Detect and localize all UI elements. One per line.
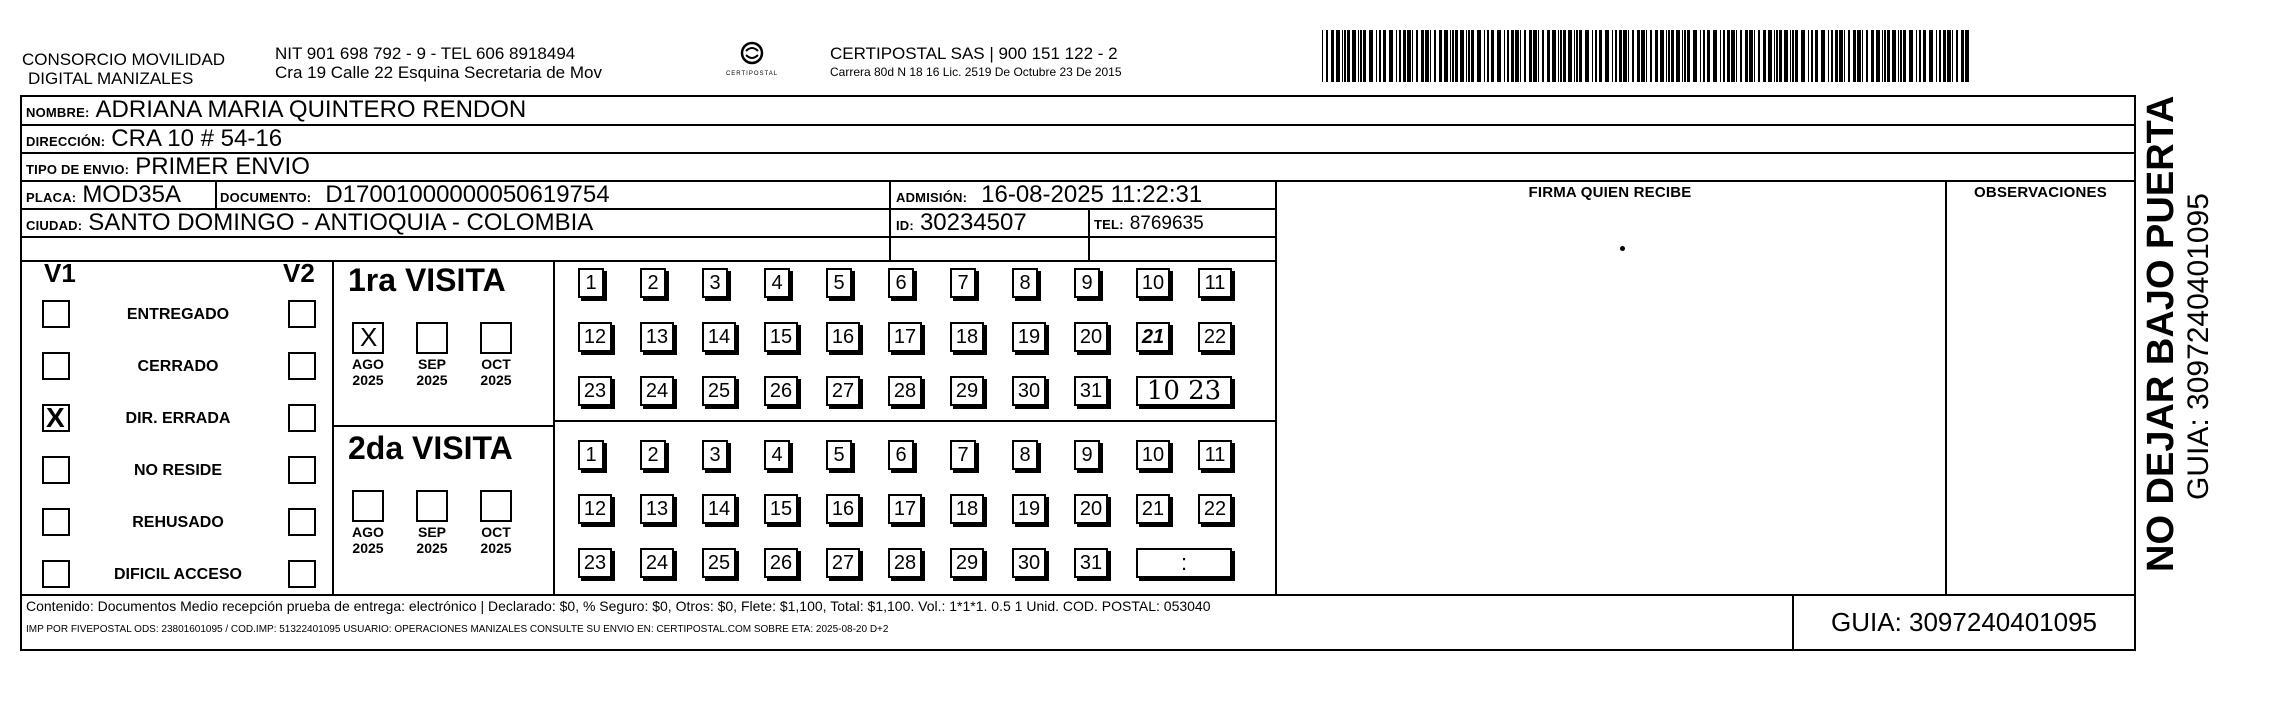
- first-visit-day-12[interactable]: 12: [578, 322, 612, 352]
- second-visit-day-4[interactable]: 4: [764, 440, 790, 470]
- first-visit-day-3[interactable]: 3: [702, 268, 728, 298]
- first-visit-day-15[interactable]: 15: [764, 322, 798, 352]
- status-label-cerrado: CERRADO: [137, 358, 219, 375]
- second-visit-month-oct[interactable]: [480, 490, 512, 522]
- city-value: SANTO DOMINGO - ANTIOQUIA - COLOMBIA: [88, 209, 594, 236]
- first-visit-day-21[interactable]: 21: [1136, 322, 1170, 352]
- v1-checkbox-cerrado[interactable]: [42, 352, 70, 380]
- month-year: 2025: [352, 540, 384, 556]
- carrier-info: [830, 44, 1122, 82]
- second-visit-day-29[interactable]: 29: [950, 548, 984, 578]
- observations-header: OBSERVACIONES: [1974, 184, 2107, 201]
- month-label: [346, 356, 390, 388]
- shipment-type-label: TIPO DE ENVIO:: [26, 162, 130, 177]
- first-visit-day-20[interactable]: 20: [1074, 322, 1108, 352]
- recipient-name: ADRIANA MARIA QUINTERO RENDON: [95, 96, 527, 123]
- company-line-2: DIGITAL MANIZALES: [28, 69, 194, 88]
- month-name: AGO: [352, 524, 384, 540]
- second-visit-day-17[interactable]: 17: [888, 494, 922, 524]
- v2-checkbox-cerrado[interactable]: [288, 352, 316, 380]
- first-visit-month-oct[interactable]: [480, 322, 512, 354]
- first-visit-day-4[interactable]: 4: [764, 268, 790, 298]
- v1-label: V1: [44, 258, 76, 288]
- second-visit-day-21[interactable]: 21: [1136, 494, 1170, 524]
- tel-label: TEL:: [1094, 217, 1124, 232]
- document-value: D17001000000050619754: [325, 181, 610, 208]
- month-label: [410, 524, 454, 556]
- tel-value: 8769635: [1129, 213, 1204, 234]
- signature-header: FIRMA QUIEN RECIBE: [1528, 184, 1692, 201]
- month-label: [474, 524, 518, 556]
- second-visit-day-23[interactable]: 23: [578, 548, 612, 578]
- plate-label: PLACA:: [26, 190, 77, 205]
- second-visit-day-28[interactable]: 28: [888, 548, 922, 578]
- nit-line-1: NIT 901 698 792 - 9 - TEL 606 8918494: [275, 44, 576, 63]
- first-visit-day-9[interactable]: 9: [1074, 268, 1100, 298]
- v1-checkbox-dir-errada[interactable]: [42, 404, 70, 432]
- first-visit-label: 1ra VISITA: [348, 262, 506, 298]
- second-visit-day-16[interactable]: 16: [826, 494, 860, 524]
- second-visit-day-26[interactable]: 26: [764, 548, 798, 578]
- document-label: DOCUMENTO:: [220, 190, 312, 205]
- first-visit-day-30[interactable]: 30: [1012, 376, 1046, 406]
- tracking-number: GUIA: 3097240401095: [1831, 607, 2097, 637]
- second-visit-day-13[interactable]: 13: [640, 494, 674, 524]
- barcode: [1318, 30, 1978, 82]
- status-label-no-reside: NO RESIDE: [133, 462, 222, 479]
- first-visit-time[interactable]: 10 23: [1136, 376, 1232, 406]
- plate-row: [26, 181, 181, 209]
- first-visit-day-10[interactable]: 10: [1136, 268, 1170, 298]
- tracking-vertical: GUIA: 3097240401095: [2182, 193, 2215, 500]
- v1-checkbox-rehusado[interactable]: [42, 508, 70, 536]
- month-label: [410, 356, 454, 388]
- first-visit-day-13[interactable]: 13: [640, 322, 674, 352]
- v1-checkbox-entregado[interactable]: [42, 300, 70, 328]
- first-visit-day-23[interactable]: 23: [578, 376, 612, 406]
- second-visit-label: 2da VISITA: [348, 430, 513, 466]
- second-visit-day-7[interactable]: 7: [950, 440, 976, 470]
- first-visit-day-22[interactable]: 22: [1198, 322, 1232, 352]
- first-visit-day-25[interactable]: 25: [702, 376, 736, 406]
- company-line-1: CONSORCIO MOVILIDAD: [22, 50, 226, 69]
- second-visit-day-6[interactable]: 6: [888, 440, 914, 470]
- check-mark-icon: X: [46, 402, 65, 433]
- contents-text: Contenido: Documentos Medio recepción prueba de entrega: electrónico | Declarado: $0, % Seguro: $0, Otros: $0, Flete: $1,100, Total: $1,100. Vol.: 1*1*1. 0.5 1 Unid. COD. POSTAL: 053040: [26, 598, 1211, 614]
- month-name: SEP: [417, 524, 446, 540]
- second-visit-day-3[interactable]: 3: [702, 440, 728, 470]
- month-year: 2025: [480, 372, 512, 388]
- month-name: OCT: [481, 356, 511, 372]
- first-visit-day-6[interactable]: 6: [888, 268, 914, 298]
- status-label-dir-errada: DIR. ERRADA: [125, 410, 231, 427]
- v2-checkbox-dir-errada[interactable]: [288, 404, 316, 432]
- month-year: 2025: [416, 372, 448, 388]
- v2-checkbox-rehusado[interactable]: [288, 508, 316, 536]
- second-visit-day-14[interactable]: 14: [702, 494, 736, 524]
- address-label: DIRECCIÓN:: [26, 134, 106, 149]
- signature-area[interactable]: [1276, 210, 1944, 593]
- v2-checkbox-no-reside[interactable]: [288, 456, 316, 484]
- certipostal-logo: [712, 40, 792, 77]
- id-label: ID:: [896, 218, 914, 233]
- second-visit-month-sep[interactable]: [416, 490, 448, 522]
- company-nit: [275, 44, 602, 82]
- second-visit-day-20[interactable]: 20: [1074, 494, 1108, 524]
- first-visit-day-5[interactable]: 5: [826, 268, 852, 298]
- logo-mark-icon: [739, 40, 765, 66]
- first-visit-day-18[interactable]: 18: [950, 322, 984, 352]
- v2-label: V2: [283, 258, 315, 288]
- status-label-rehusado: REHUSADO: [132, 514, 224, 531]
- recipient-name-label: NOMBRE:: [26, 105, 90, 120]
- carrier-line-2: Carrera 80d N 18 16 Lic. 2519 De Octubre 23 De 2015: [830, 65, 1122, 79]
- second-visit-day-19[interactable]: 19: [1012, 494, 1046, 524]
- first-visit-day-24[interactable]: 24: [640, 376, 674, 406]
- first-visit-day-1[interactable]: 1: [578, 268, 604, 298]
- second-visit-day-15[interactable]: 15: [764, 494, 798, 524]
- first-visit-day-29[interactable]: 29: [950, 376, 984, 406]
- admission-row: [896, 181, 1202, 209]
- plate-value: MOD35A: [82, 181, 182, 208]
- second-visit-day-22[interactable]: 22: [1198, 494, 1232, 524]
- warning-vertical: NO DEJAR BAJO PUERTA: [2140, 95, 2182, 572]
- admission-label: ADMISIÓN:: [896, 190, 968, 205]
- tel-row: [1094, 213, 1204, 235]
- check-mark-icon: X: [360, 322, 378, 352]
- company-name: [22, 50, 225, 88]
- logo-caption: CERTIPOSTAL: [725, 71, 779, 77]
- month-label: [346, 524, 390, 556]
- second-visit-day-9[interactable]: 9: [1074, 440, 1100, 470]
- city-row: [26, 209, 593, 237]
- imprint-text: IMP POR FIVEPOSTAL ODS: 23801601095 / COD.IMP: 51322401095 USUARIO: OPERACIONES MANIZALES CONSULTE SU ENVIO EN: CERTIPOSTAL.COM SOBRE ETA: 2025-08-20 D+2: [26, 624, 889, 635]
- first-visit-day-11[interactable]: 11: [1198, 268, 1232, 298]
- first-visit-month-sep[interactable]: [416, 322, 448, 354]
- status-label-entregado: ENTREGADO: [126, 306, 230, 323]
- second-visit-day-18[interactable]: 18: [950, 494, 984, 524]
- second-visit-day-11[interactable]: 11: [1198, 440, 1232, 470]
- second-visit-day-25[interactable]: 25: [702, 548, 736, 578]
- second-visit-day-24[interactable]: 24: [640, 548, 674, 578]
- first-visit-day-2[interactable]: 2: [640, 268, 666, 298]
- second-visit-day-10[interactable]: 10: [1136, 440, 1170, 470]
- first-visit-month-ago[interactable]: [352, 322, 384, 354]
- second-visit-day-31[interactable]: 31: [1074, 548, 1108, 578]
- address-row: [26, 125, 282, 153]
- second-visit-day-30[interactable]: 30: [1012, 548, 1046, 578]
- nit-line-2: Cra 19 Calle 22 Esquina Secretaria de Mov: [275, 63, 602, 82]
- carrier-line-1: CERTIPOSTAL SAS | 900 151 122 - 2: [830, 44, 1118, 63]
- month-year: 2025: [416, 540, 448, 556]
- first-visit-day-27[interactable]: 27: [826, 376, 860, 406]
- first-visit-day-17[interactable]: 17: [888, 322, 922, 352]
- v2-checkbox-dificil-acceso[interactable]: [288, 560, 316, 588]
- month-label: [474, 356, 518, 388]
- second-visit-day-1[interactable]: 1: [578, 440, 604, 470]
- second-visit-day-5[interactable]: 5: [826, 440, 852, 470]
- address-value: CRA 10 # 54-16: [111, 125, 283, 152]
- observations-area[interactable]: [1946, 210, 2135, 593]
- first-visit-day-26[interactable]: 26: [764, 376, 798, 406]
- first-visit-day-31[interactable]: 31: [1074, 376, 1108, 406]
- first-visit-day-8[interactable]: 8: [1012, 268, 1038, 298]
- second-visit-day-2[interactable]: 2: [640, 440, 666, 470]
- month-year: 2025: [480, 540, 512, 556]
- second-visit-month-ago[interactable]: [352, 490, 384, 522]
- status-label-dificil-acceso: DIFICIL ACCESO: [113, 566, 242, 583]
- id-row: [896, 209, 1027, 237]
- month-year: 2025: [352, 372, 384, 388]
- first-visit-day-16[interactable]: 16: [826, 322, 860, 352]
- admission-value: 16-08-2025 11:22:31: [981, 181, 1203, 208]
- recipient-name-row: [26, 96, 526, 124]
- v2-checkbox-entregado[interactable]: [288, 300, 316, 328]
- first-visit-day-28[interactable]: 28: [888, 376, 922, 406]
- city-label: CIUDAD:: [26, 218, 83, 233]
- document-row: [220, 181, 610, 209]
- first-visit-day-14[interactable]: 14: [702, 322, 736, 352]
- id-value: 30234507: [919, 209, 1027, 236]
- month-name: AGO: [352, 356, 384, 372]
- first-visit-day-19[interactable]: 19: [1012, 322, 1046, 352]
- month-name: SEP: [417, 356, 446, 372]
- second-visit-day-27[interactable]: 27: [826, 548, 860, 578]
- second-visit-time[interactable]: :: [1136, 548, 1232, 578]
- shipment-type-value: PRIMER ENVIO: [135, 153, 310, 180]
- second-visit-day-8[interactable]: 8: [1012, 440, 1038, 470]
- v1-checkbox-no-reside[interactable]: [42, 456, 70, 484]
- first-visit-day-7[interactable]: 7: [950, 268, 976, 298]
- month-name: OCT: [481, 524, 511, 540]
- shipment-type-row: [26, 153, 310, 181]
- second-visit-day-12[interactable]: 12: [578, 494, 612, 524]
- v1-checkbox-dificil-acceso[interactable]: [42, 560, 70, 588]
